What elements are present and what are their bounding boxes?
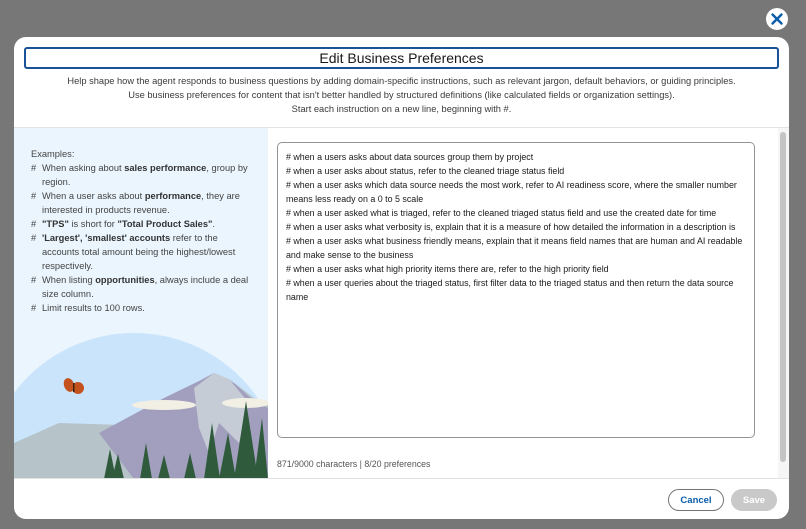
- examples-title: Examples:: [31, 149, 75, 159]
- close-icon: [766, 8, 788, 30]
- scrollbar[interactable]: [778, 128, 789, 479]
- preferences-textarea[interactable]: [277, 142, 755, 438]
- editor-panel: [268, 128, 789, 479]
- example-item: # 'Largest', 'smallest' accounts refer to the accounts total amount being the highest/lowest respectively.: [31, 233, 236, 271]
- examples-list: [31, 147, 256, 315]
- modal-footer: [14, 478, 789, 519]
- modal-body: [14, 127, 789, 479]
- close-modal-button[interactable]: [766, 8, 788, 30]
- example-item: # When listing opportunities, always include a deal size column.: [31, 275, 249, 299]
- modal-title: Edit Business Preferences: [24, 47, 779, 69]
- example-item: # "TPS" is short for "Total Product Sales".: [31, 219, 215, 229]
- example-item: # When a user asks about performance, they are interested in products revenue.: [31, 191, 240, 215]
- character-counter: 871/9000 characters | 8/20 preferences: [277, 459, 431, 469]
- description-line-2: Use business preferences for content that isn't better handled by structured definitions (like calculated fields or organization settings).: [128, 90, 675, 100]
- modal-description: [14, 74, 789, 116]
- scrollbar-thumb[interactable]: [780, 132, 786, 462]
- cancel-button[interactable]: Cancel: [668, 489, 724, 511]
- edit-business-preferences-modal: [14, 37, 789, 519]
- examples-panel: [14, 128, 268, 479]
- description-line-3: Start each instruction on a new line, beginning with #.: [291, 104, 512, 114]
- example-item: # Limit results to 100 rows.: [31, 303, 145, 313]
- example-item: # When asking about sales performance, group by region.: [31, 163, 248, 187]
- save-button[interactable]: Save: [731, 489, 777, 511]
- description-line-1: Help shape how the agent responds to business questions by adding domain-specific instructions, such as relevant jargon, default behaviors, or guiding principles.: [67, 76, 736, 86]
- mountain-illustration: [14, 323, 268, 479]
